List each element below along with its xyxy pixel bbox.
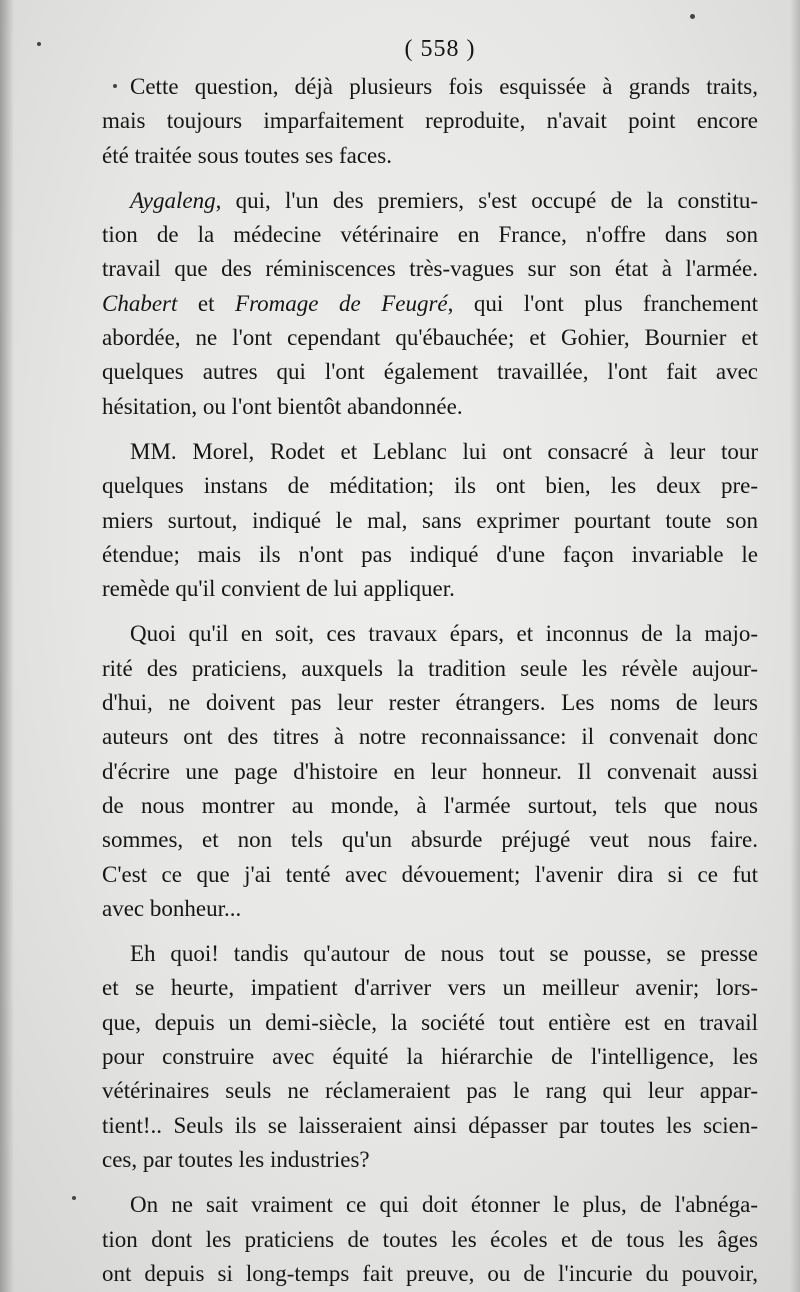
paragraph-4 <box>102 617 758 926</box>
text-line <box>102 184 758 218</box>
text-line: été traitée sous toutes ses faces. <box>102 142 392 168</box>
text-line: C'est ce que j'ai tenté avec dévouement; l'avenir dira si ce fut <box>102 861 758 887</box>
text-run: et <box>177 290 236 316</box>
text-line: travail que des réminiscences très-vagues sur son état à l'armée. <box>102 256 758 282</box>
paragraph-1 <box>102 70 758 173</box>
paragraph-6 <box>102 1188 758 1291</box>
text-line: et se heurte, impatient d'arriver vers un meilleur avenir; lors- <box>102 975 758 1001</box>
text-line: tion dont les praticiens de toutes les écoles et de tous les âges <box>102 1226 758 1252</box>
page-text <box>102 28 758 1292</box>
text-line <box>102 287 758 321</box>
author-name: Chabert <box>102 290 178 316</box>
paragraph-2 <box>102 184 758 424</box>
author-name: Fromage de Feugré <box>235 290 448 316</box>
text-line: d'écrire une page d'histoire en leur honneur. Il convenait aussi <box>102 758 758 784</box>
ink-speck <box>690 14 695 19</box>
text-run: , qui l'ont plus franchement <box>447 290 758 316</box>
text-line: de nous montrer au monde, à l'armée surtout, tels que nous <box>102 792 758 818</box>
text-line: On ne sait vraiment ce qui doit étonner le plus, de l'abnéga- <box>130 1192 758 1218</box>
text-line: vétérinaires seuls ne réclameraient pas le rang qui leur appar- <box>102 1078 758 1104</box>
text-line: quelques instans de méditation; ils ont bien, les deux pre- <box>102 473 758 499</box>
text-line: remède qu'il convient de lui appliquer. <box>102 576 455 602</box>
text-line: MM. Morel, Rodet et Leblanc lui ont consacré à leur tour <box>130 438 758 464</box>
text-line: d'hui, ne doivent pas leur rester étrangers. Les noms de leurs <box>102 690 758 716</box>
text-line: pour construire avec équité la hiérarchie de l'intelligence, les <box>102 1044 758 1070</box>
text-line: mais toujours imparfaitement reproduite, n'avait point encore <box>102 108 758 134</box>
ink-speck <box>72 1196 76 1200</box>
text-line: tient!.. Seuls ils se laisseraient ainsi dépasser par toutes les scien- <box>102 1112 758 1138</box>
ink-speck <box>37 42 41 46</box>
text-line: auteurs ont des titres à notre reconnaissance: il convenait donc <box>102 724 758 750</box>
text-line: sommes, et non tels qu'un absurde préjugé veut nous faire. <box>102 827 758 853</box>
paragraph-5 <box>102 937 758 1177</box>
text-line: Eh quoi! tandis qu'autour de nous tout se pousse, se presse <box>130 941 758 967</box>
text-line: abordée, ne l'ont cependant qu'ébauchée; et Gohier, Bournier et <box>102 325 758 351</box>
author-name: Aygaleng <box>130 187 216 213</box>
text-line: Cette question, déjà plusieurs fois esquissée à grands traits, <box>130 74 758 99</box>
text-run: , qui, l'un des premiers, s'est occupé de la constitu- <box>215 187 758 213</box>
page-number: ( 558 ) <box>404 36 476 62</box>
text-line: que, depuis un demi-siècle, la société tout entière est en travail <box>102 1009 758 1035</box>
text-line: rité des praticiens, auxquels la tradition seule les révèle aujour- <box>102 655 758 681</box>
page-edge-shadow-right <box>790 0 800 1292</box>
text-line: hésitation, ou l'ont bientôt abandonnée. <box>102 393 463 419</box>
text-line: ces, par toutes les industries? <box>102 1146 370 1172</box>
text-line: miers surtout, indiqué le mal, sans exprimer pourtant toute son <box>102 507 758 533</box>
text-line: tion de la médecine vétérinaire en France, n'offre dans son <box>102 222 758 248</box>
page-edge-shadow-left <box>0 0 14 1292</box>
text-line: étendue; mais ils n'ont pas indiqué d'une façon invariable le <box>102 541 758 567</box>
text-line: quelques autres qui l'ont également travaillée, l'ont fait avec <box>102 359 758 385</box>
text-line: ont depuis si long-temps fait preuve, ou de l'incurie du pouvoir, <box>102 1260 758 1286</box>
text-line: Quoi qu'il en soit, ces travaux épars, et inconnus de la majo- <box>130 621 758 647</box>
paragraph-3 <box>102 435 758 606</box>
text-line: avec bonheur... <box>102 895 242 921</box>
